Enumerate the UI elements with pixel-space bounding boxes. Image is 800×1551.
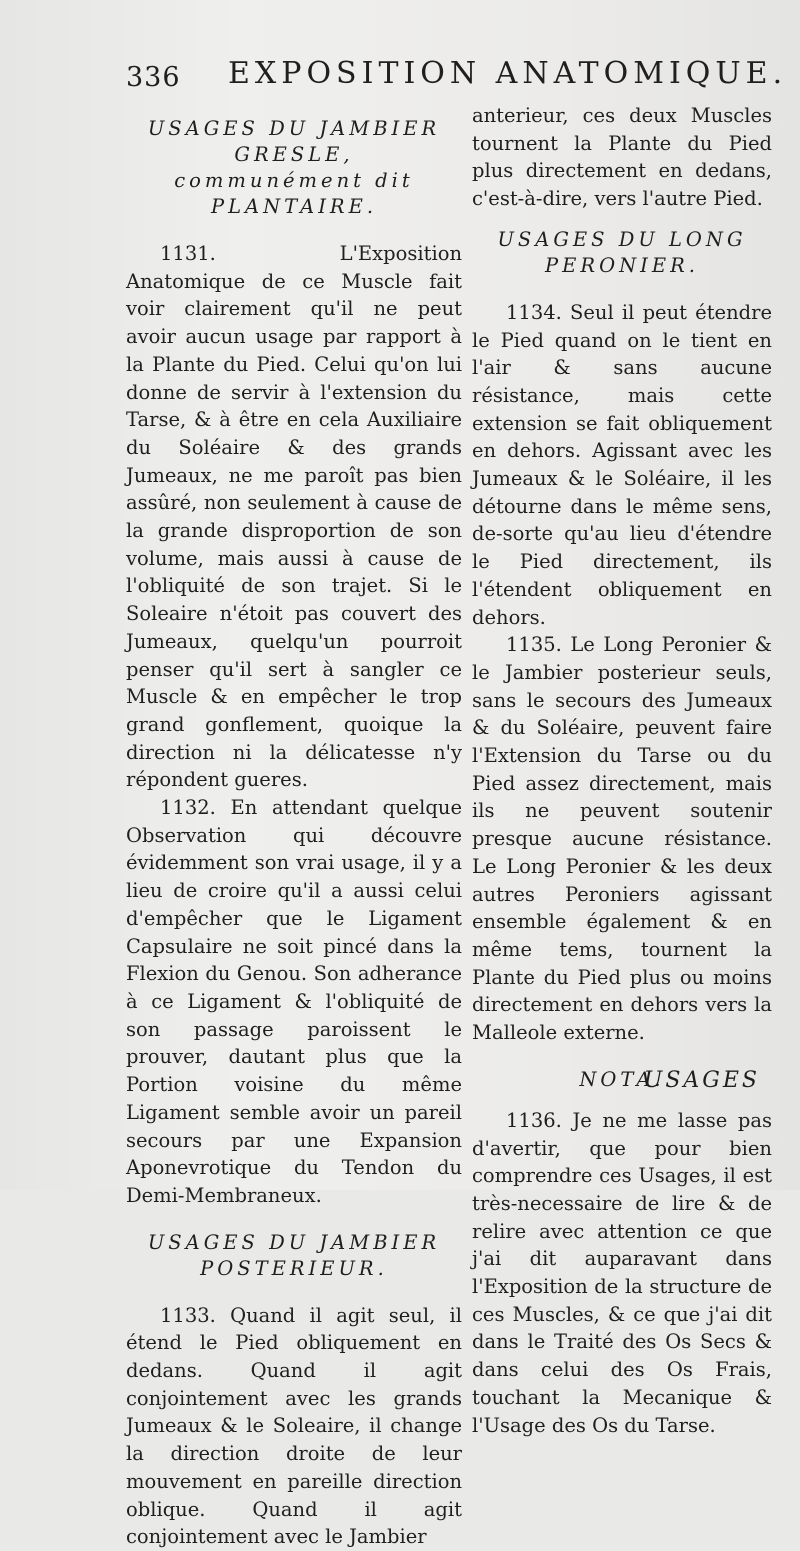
heading-line: PLANTAIRE. (210, 195, 378, 218)
heading-line: USAGES DU JAMBIER (147, 1230, 441, 1254)
paragraph-1131: 1131. L'Exposition Anatomique de ce Muscle fait voir clairement qu'il ne peut avoir aucun usage par rapport à la Plante du Pied. Celui qu'on lui donne de servir à l'extension du Tarse, & à être en cela Auxiliaire du Soléaire & des grands Jumeaux, ne me paroît pas bien assûré, non seulement à cause de la grande disproportion de son volume, mais aussi à cause de l'obliquité de son trajet. Si le Soleaire n'étoit pas couvert des Jumeaux, quelqu'un pourroit penser qu'il sert à sangler ce Muscle & en empêcher le trop grand gonflement, quoique la direction ni la délicatesse n'y répondent gueres. (126, 242, 462, 792)
heading-line: GRESLE, (234, 143, 354, 166)
catchword: USAGES (643, 1068, 760, 1093)
paragraph-continuation: anterieur, ces deux Muscles tournent la Plante du Pied plus directement en dedans, c'est-à-dire, vers l'autre Pied. (472, 104, 772, 211)
running-head: EXPOSITION ANATOMIQUE. (228, 56, 788, 91)
paragraph-1135: 1135. Le Long Peronier & le Jambier posterieur seuls, sans le secours des Jumeaux & du Soléaire, peuvent faire l'Extension du Tarse ou du Pied assez directement, mais ils ne peuvent soutenir presque aucune résistance. Le Long Peronier & les deux autres Peroniers agissant ensemble également & en même tems, tournent la Plante du Pied plus ou moins directement en dehors vers la Malleole externe. (472, 633, 772, 1045)
heading-line: POSTERIEUR. (200, 1256, 388, 1280)
heading-jambier-gresle (126, 116, 462, 220)
page-number: 336 (126, 62, 181, 93)
heading-line: PERONIER. (545, 253, 699, 277)
heading-nota: NOTA. (579, 1067, 665, 1091)
heading-line: USAGES DU JAMBIER (147, 117, 441, 140)
right-column (472, 102, 772, 1439)
left-column (126, 102, 462, 1551)
paragraph-1133: 1133. Quand il agit seul, il étend le Pied obliquement en dedans. Quand il agit conjointement avec les grands Jumeaux & le Soleaire, il change la direction droite de leur mouvement en pareille direction oblique. Quand il agit conjointement avec le Jambier (126, 1303, 462, 1549)
paragraph-1132: 1132. En attendant quelque Observation qui découvre évidemment son vrai usage, il y a lieu de croire qu'il a aussi celui d'empêcher que le Ligament Capsulaire ne soit pincé dans la Flexion du Genou. Son adherance à ce Ligament & l'obliquité de son passage paroissent le prouver, dautant plus que la Portion voisine du même Ligament semble avoir un pareil secours par une Expansion Aponevrotique du Tendon du Demi-Membraneux. (126, 796, 462, 1207)
heading-line: USAGES DU LONG (497, 227, 747, 251)
heading-long-peronier (472, 227, 772, 279)
heading-jambier-posterieur (126, 1230, 462, 1282)
heading-subline: communément dit (174, 169, 414, 192)
paragraph-1136: 1136. Je ne me lasse pas d'avertir, que pour bien comprendre ces Usages, il est très-necessaire de lire & de relire avec attention ce que j'ai dit auparavant dans l'Exposition de la structure de ces Muscles, & ce que j'ai dit dans le Traité des Os Secs & dans celui des Os Frais, touchant la Mecanique & l'Usage des Os du Tarse. (472, 1108, 772, 1437)
paragraph-1134: 1134. Seul il peut étendre le Pied quand on le tient en l'air & sans aucune résistance, mais cette extension se fait obliquement en dehors. Agissant avec les Jumeaux & le Soléaire, il les détourne dans le même sens, de-sorte qu'au lieu d'étendre le Pied directement, ils l'étendent obliquement en dehors. (472, 300, 772, 629)
